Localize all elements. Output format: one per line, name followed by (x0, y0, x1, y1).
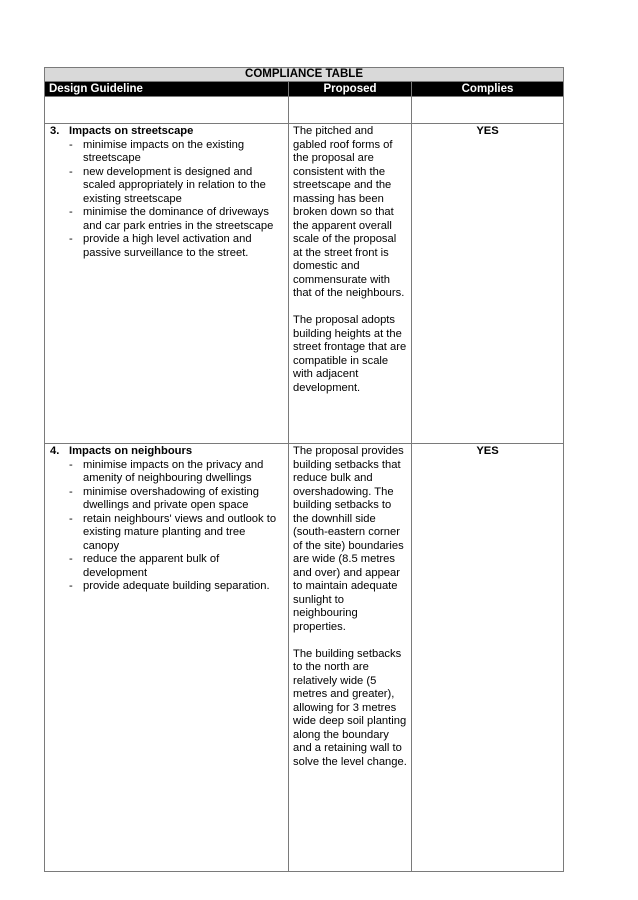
section-title: Impacts on streetscape (69, 125, 194, 137)
table-title: COMPLIANCE TABLE (45, 68, 564, 82)
section-number: 4. (50, 445, 60, 457)
proposed-paragraph: The pitched and gabled roof forms of the proposal are consistent with the streetscape and the massing has been broken down so that the apparent overall scale of the proposal at the street front is domestic and commensurate with that of the neighbours. (293, 125, 405, 299)
proposed-paragraph: The proposal provides building setbacks that reduce bulk and overshadowing. The building setbacks to the downhill side (south-eastern corner of the site) boundaries are wide (8.5 metres and over) and appear to maintain adequate sunlight to neighbouring properties. (293, 445, 404, 633)
list-item: - new development is designed and scaled appropriately in relation to the existing streetscape (69, 165, 266, 205)
proposed-cell (289, 444, 412, 872)
list-item: - retain neighbours' views and outlook to existing mature planting and tree canopy (69, 512, 277, 552)
list-item: - minimise impacts on the privacy and amenity of neighbouring dwellings (69, 458, 264, 484)
section-number: 3. (50, 125, 60, 137)
proposed-cell (289, 124, 412, 444)
guideline-list (50, 459, 284, 594)
guideline-cell (45, 124, 289, 444)
header-design-guideline: Design Guideline (45, 82, 289, 97)
section-heading (50, 125, 284, 139)
empty-row (45, 97, 564, 124)
header-proposed: Proposed (289, 82, 412, 97)
complies-cell: YES (412, 444, 564, 872)
empty-cell (289, 97, 412, 124)
header-complies: Complies (412, 82, 564, 97)
proposed-paragraph: The proposal adopts building heights at the street frontage that are compatible in scale with adjacent development. (293, 314, 407, 394)
table-row-neighbours (45, 444, 564, 872)
guideline-list (50, 139, 284, 261)
guideline-cell (45, 444, 289, 872)
list-item: - minimise overshadowing of existing dwellings and private open space (69, 485, 259, 511)
list-item: - provide a high level activation and passive surveillance to the street. (69, 233, 252, 259)
list-item: - minimise impacts on the existing streetscape (69, 138, 245, 164)
table-row-streetscape (45, 124, 564, 444)
section-heading (50, 445, 284, 459)
empty-cell (412, 97, 564, 124)
list-item: - reduce the apparent bulk of development (69, 553, 220, 579)
section-title: Impacts on neighbours (69, 445, 193, 457)
document-page (44, 67, 563, 872)
complies-cell: YES (412, 124, 564, 444)
table-header-row (45, 82, 564, 97)
proposed-paragraph: The building setbacks to the north are relatively wide (5 metres and greater), allowing for 3 metres wide deep soil planting along the boundary and a retaining wall to solve the level change. (293, 647, 407, 768)
list-item: - provide adequate building separation. (69, 580, 270, 592)
empty-cell (45, 97, 289, 124)
compliance-table (44, 67, 564, 872)
table-title-row (45, 68, 564, 82)
list-item: - minimise the dominance of driveways and car park entries in the streetscape (69, 206, 274, 232)
